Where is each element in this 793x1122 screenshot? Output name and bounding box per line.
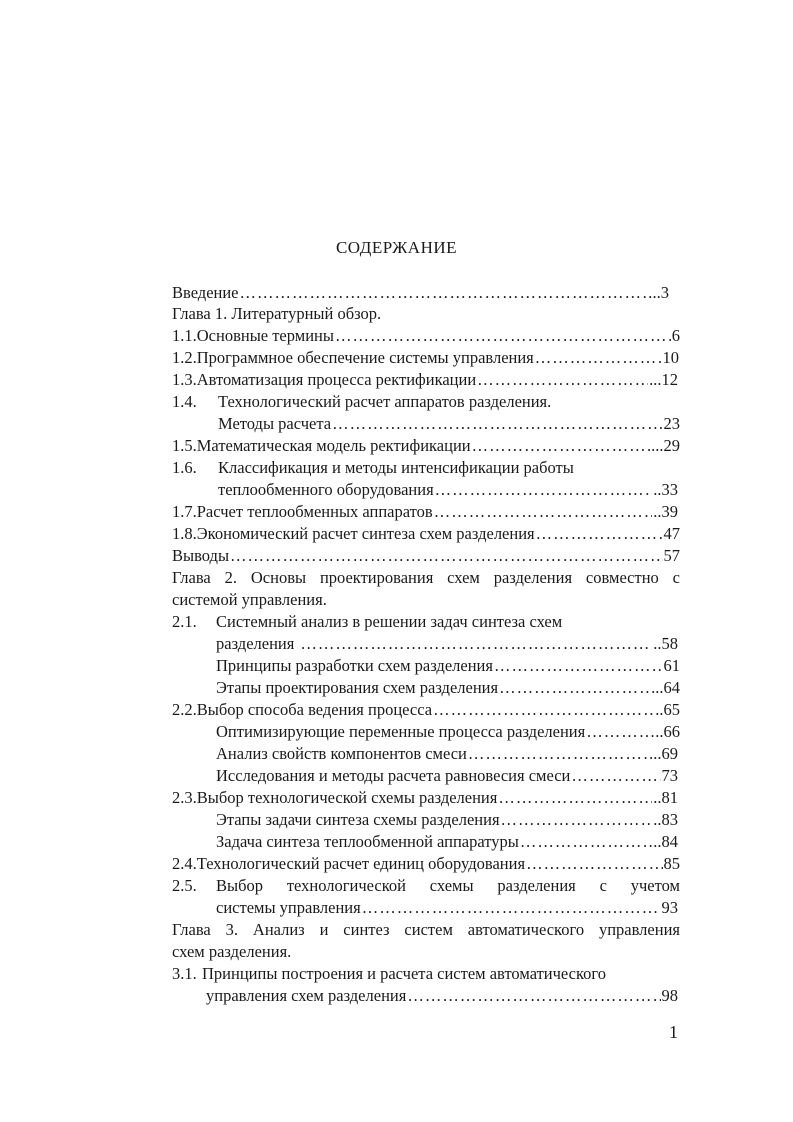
toc-entry-text: Основные термины <box>196 326 334 345</box>
toc-entry-text: Задача синтеза теплообменной аппаратуры <box>216 832 519 851</box>
leader-dots <box>535 347 662 369</box>
toc-entry-number: 1.4. <box>172 392 197 411</box>
toc-entry[interactable] <box>216 897 678 919</box>
toc-entry-text: Глава 1. Литературный обзор. <box>172 304 382 323</box>
toc-entry-text: Выводы <box>172 546 230 565</box>
toc-entry[interactable] <box>216 765 678 787</box>
toc-entry[interactable] <box>172 457 574 479</box>
leader-dots <box>335 325 671 347</box>
toc-entry[interactable] <box>216 809 678 831</box>
toc-entry-text: Программное обеспечение системы управления <box>196 348 534 367</box>
toc-entry[interactable] <box>172 325 680 347</box>
toc-entry-number: 3.1. <box>172 964 197 983</box>
toc-entry-text: Оптимизирующие переменные процесса разделения <box>216 722 586 741</box>
page-title: СОДЕРЖАНИЕ <box>335 238 458 257</box>
toc-entry-text: Системный анализ в решении задач синтеза схем <box>216 612 563 631</box>
toc-entry-page: ..33 <box>653 480 678 499</box>
toc-entry[interactable] <box>172 523 680 545</box>
toc-entry-page: 10 <box>662 348 679 367</box>
toc-entry-text: Глава 2. Основы проектирования схем разделения совместно с <box>172 568 680 587</box>
toc-entry-text: Глава 3. Анализ и синтез систем автоматического управления <box>172 920 680 939</box>
toc-entry[interactable] <box>172 369 678 391</box>
toc-entry-page: 23 <box>663 414 680 433</box>
leader-dots <box>434 501 653 523</box>
leader-dots <box>499 677 650 699</box>
toc-entry-page: 61 <box>663 656 680 675</box>
toc-entry-text: управления схем разделения <box>206 986 407 1005</box>
toc-chapter[interactable] <box>172 919 680 941</box>
toc-entry-text: схем разделения. <box>172 942 292 961</box>
toc-entry[interactable] <box>172 963 606 985</box>
toc-entry-text: Математическая модель ректификации <box>196 436 471 455</box>
toc-entry[interactable] <box>216 743 678 765</box>
toc-entry-number: 1.7. <box>172 502 197 521</box>
toc-entry-page: ....29 <box>647 436 680 455</box>
leader-dots <box>586 721 654 743</box>
page-number: 1 <box>669 1022 678 1042</box>
toc-entry[interactable] <box>218 479 678 501</box>
toc-entry-page: 85 <box>663 854 680 873</box>
toc-entry-page: 57 <box>663 546 680 565</box>
toc-entry-text: Расчет теплообменных аппаратов <box>196 502 433 521</box>
toc-entry-page: ..3 <box>652 283 669 302</box>
toc-entry[interactable] <box>172 611 562 633</box>
toc-entry[interactable] <box>172 391 551 413</box>
toc-entry-text: Выбор технологической схемы разделения с учетом <box>216 876 680 895</box>
toc-entry[interactable] <box>172 787 678 809</box>
toc-entry-text: Исследования и методы расчета равновесия смеси <box>216 766 571 785</box>
toc-entry-number: 1.8. <box>172 524 197 543</box>
toc-entry-page: ..69 <box>653 744 678 763</box>
toc-entry[interactable] <box>172 853 680 875</box>
toc-entry-text: Введение <box>172 283 239 302</box>
toc-entry-page: 98 <box>661 986 678 1005</box>
toc-entry[interactable] <box>172 545 680 567</box>
leader-dots <box>240 282 652 304</box>
toc-entry-number: 2.3. <box>172 788 197 807</box>
toc-entry-text: Этапы проектирования схем разделения <box>216 678 499 697</box>
toc-entry-page: ..84 <box>653 832 678 851</box>
toc-entry-page: 73 <box>661 766 678 785</box>
toc-entry[interactable] <box>172 501 678 523</box>
toc-entry-page: ...12 <box>649 370 678 389</box>
toc-entry-text: Принципы построения и расчета систем автоматического <box>202 964 607 983</box>
toc-entry-number: 2.4. <box>172 854 197 873</box>
toc-chapter[interactable] <box>172 303 381 325</box>
leader-dots <box>332 413 662 435</box>
leader-dots <box>407 985 660 1007</box>
toc-entry-text: Технологический расчет единиц оборудования <box>196 854 526 873</box>
toc-entry-text: разделения <box>216 634 295 653</box>
toc-entry-page: ..81 <box>653 788 678 807</box>
toc-entry-page: 6 <box>671 326 680 345</box>
toc-entry[interactable] <box>172 282 669 304</box>
leader-dots <box>494 655 663 677</box>
toc-entry-number: 1.1. <box>172 326 197 345</box>
toc-entry-page: 47 <box>663 524 680 543</box>
toc-entry[interactable] <box>216 677 680 699</box>
toc-entry-page: 93 <box>661 898 678 917</box>
toc-entry-number: 1.3. <box>172 370 197 389</box>
toc-entry-page: ...64 <box>651 678 680 697</box>
toc-entry-page: ..39 <box>653 502 678 521</box>
leader-dots <box>501 809 653 831</box>
toc-entry-text: Технологический расчет аппаратов разделения. <box>218 392 552 411</box>
toc-entry[interactable] <box>216 831 678 853</box>
toc-entry[interactable] <box>206 985 678 1007</box>
leader-dots <box>300 633 652 655</box>
toc-entry-number: 1.2. <box>172 348 197 367</box>
toc-entry[interactable] <box>172 699 680 721</box>
toc-entry-text: Классификация и методы интенсификации работы <box>218 458 574 477</box>
toc-entry-number: 2.1. <box>172 612 197 631</box>
toc-entry-text: Анализ свойств компонентов смеси <box>216 744 467 763</box>
leader-dots <box>536 523 663 545</box>
leader-dots <box>526 853 662 875</box>
toc-entry-text: Выбор способа ведения процесса <box>196 700 433 719</box>
toc-entry-text: Выбор технологической схемы разделения <box>196 788 498 807</box>
toc-entry-number: 1.5. <box>172 436 197 455</box>
toc-entry-text: Этапы задачи синтеза схемы разделения <box>216 810 500 829</box>
toc-entry[interactable] <box>172 435 680 457</box>
toc-entry-number: 2.2. <box>172 700 197 719</box>
toc-entry-number: 1.6. <box>172 458 197 477</box>
toc-entry-page: ..58 <box>653 634 678 653</box>
leader-dots <box>472 435 646 457</box>
toc-entry-text: Автоматизация процесса ректификации <box>196 370 477 389</box>
toc-entry-text: Принципы разработки схем разделения <box>216 656 493 675</box>
toc-entry-text: Методы расчета <box>218 414 332 433</box>
leader-dots <box>435 479 653 501</box>
leader-dots <box>362 897 661 919</box>
toc-entry[interactable] <box>172 347 679 369</box>
toc-chapter[interactable] <box>172 589 327 611</box>
toc-entry[interactable] <box>216 655 680 677</box>
leader-dots <box>498 787 652 809</box>
leader-dots <box>520 831 652 853</box>
toc-entry-page: ..66 <box>655 722 680 741</box>
toc-entry-text: системы управления <box>216 898 361 917</box>
toc-entry-text: системой управления. <box>172 590 327 609</box>
toc-chapter[interactable] <box>172 567 680 589</box>
toc-chapter[interactable] <box>172 941 291 963</box>
toc-entry-text: теплообменного оборудования <box>218 480 434 499</box>
toc-entry[interactable] <box>216 633 678 655</box>
leader-dots <box>468 743 652 765</box>
leader-dots <box>477 369 648 391</box>
toc-entry[interactable] <box>216 721 680 743</box>
leader-dots <box>230 545 662 567</box>
leader-dots <box>571 765 660 787</box>
toc-entry-number: 2.5. <box>172 876 197 895</box>
toc-entry-page: ..65 <box>655 700 680 719</box>
toc-entry-text: Экономический расчет синтеза схем разделения <box>196 524 535 543</box>
leader-dots <box>433 699 654 721</box>
toc-entry-page: ..83 <box>653 810 678 829</box>
toc-entry[interactable] <box>172 875 680 897</box>
toc-entry[interactable] <box>218 413 680 435</box>
